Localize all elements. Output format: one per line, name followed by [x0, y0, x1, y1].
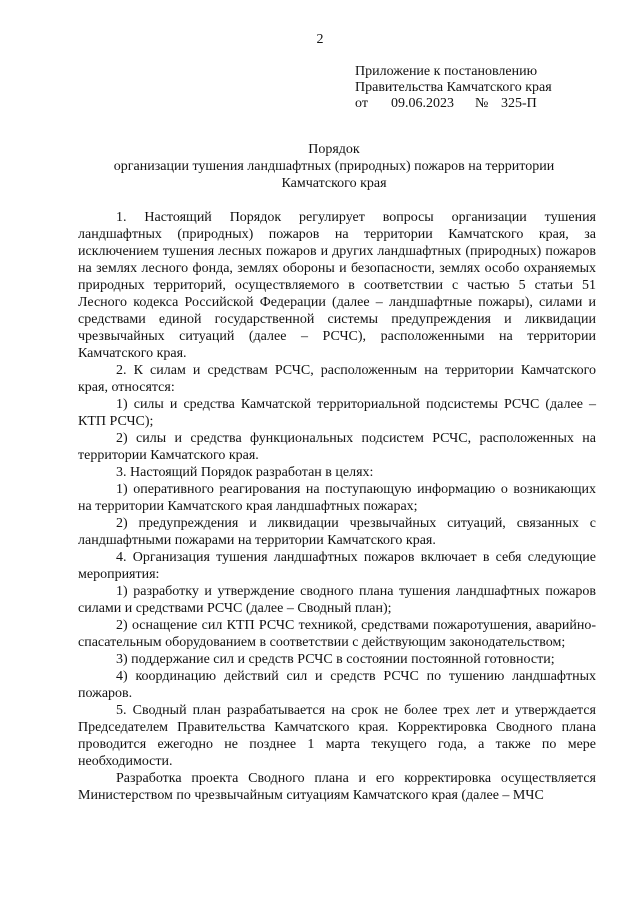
paragraph: Разработка проекта Сводного плана и его корректировка осуществляется Министерством по чрезвычайным ситуациям Камчатского края (далее – МЧС — [78, 771, 596, 803]
paragraph: 4. Организация тушения ландшафтных пожаров включает в себя следующие мероприятия: — [78, 550, 596, 582]
title-line-3: Камчатского края — [281, 176, 387, 191]
appendix-date: 09.06.2023 — [391, 96, 454, 111]
page-number: 2 — [316, 32, 324, 47]
appendix-from-label: от — [355, 96, 368, 111]
document-body — [78, 209, 596, 804]
paragraph: 4) координацию действий сил и средств РСЧС по тушению ландшафтных пожаров. — [78, 669, 596, 701]
paragraph: 2) предупреждения и ликвидации чрезвычайных ситуаций, связанных с ландшафтными пожарами на территории Камчатского края. — [78, 516, 596, 548]
document-title — [72, 141, 596, 192]
paragraph: 1) оперативного реагирования на поступающую информацию о возникающих на территории Камчатского края ландшафтных пожарах; — [78, 482, 596, 514]
appendix-line-1: Приложение к постановлению — [355, 64, 538, 79]
paragraph: 1) силы и средства Камчатской территориальной подсистемы РСЧС (далее – КТП РСЧС); — [78, 397, 596, 429]
appendix-header — [355, 64, 552, 112]
paragraph: 3) поддержание сил и средств РСЧС в состоянии постоянной готовности; — [116, 652, 555, 667]
appendix-number: 325-П — [501, 96, 537, 111]
appendix-date-line — [355, 96, 552, 112]
paragraph: 5. Сводный план разрабатывается на срок не более трех лет и утверждается Председателем Правительства Камчатского края. Корректировка Сводного плана проводится ежегодно не позднее 1 марта текущего года, а также по мере необходимости. — [78, 703, 596, 769]
title-line-1: Порядок — [308, 142, 360, 157]
paragraph: 1. Настоящий Порядок регулирует вопросы организации тушения ландшафтных (природных) пожаров на территории Камчатского края, за исключением тушения лесных пожаров и других ландшафтных (природных) пожаров на землях лесного фонда, землях обороны и безопасности, землях особо охраняемых природных территорий, осуществляемого в соответствии с частью 5 статьи 51 Лесного кодекса Российской Федерации (далее – ландшафтные пожары), силами и средствами единой государственной системы предупреждения и ликвидации чрезвычайных ситуаций (далее – РСЧС), расположенными на территории Камчатского края. — [78, 210, 596, 361]
paragraph: 3. Настоящий Порядок разработан в целях: — [116, 465, 374, 480]
appendix-line-2: Правительства Камчатского края — [355, 80, 552, 95]
paragraph: 2) оснащение сил КТП РСЧС техникой, средствами пожаротушения, аварийно-спасательным оборудованием в соответствии с действующим законодательством; — [78, 618, 596, 650]
title-line-2: организации тушения ландшафтных (природных) пожаров на территории — [113, 159, 555, 174]
paragraph: 2. К силам и средствам РСЧС, расположенным на территории Камчатского края, относятся: — [78, 363, 596, 395]
paragraph: 2) силы и средства функциональных подсистем РСЧС, расположенных на территории Камчатского края. — [78, 431, 596, 463]
appendix-number-sign: № — [475, 96, 489, 111]
paragraph: 1) разработку и утверждение сводного плана тушения ландшафтных пожаров силами и средствами РСЧС (далее – Сводный план); — [78, 584, 596, 616]
